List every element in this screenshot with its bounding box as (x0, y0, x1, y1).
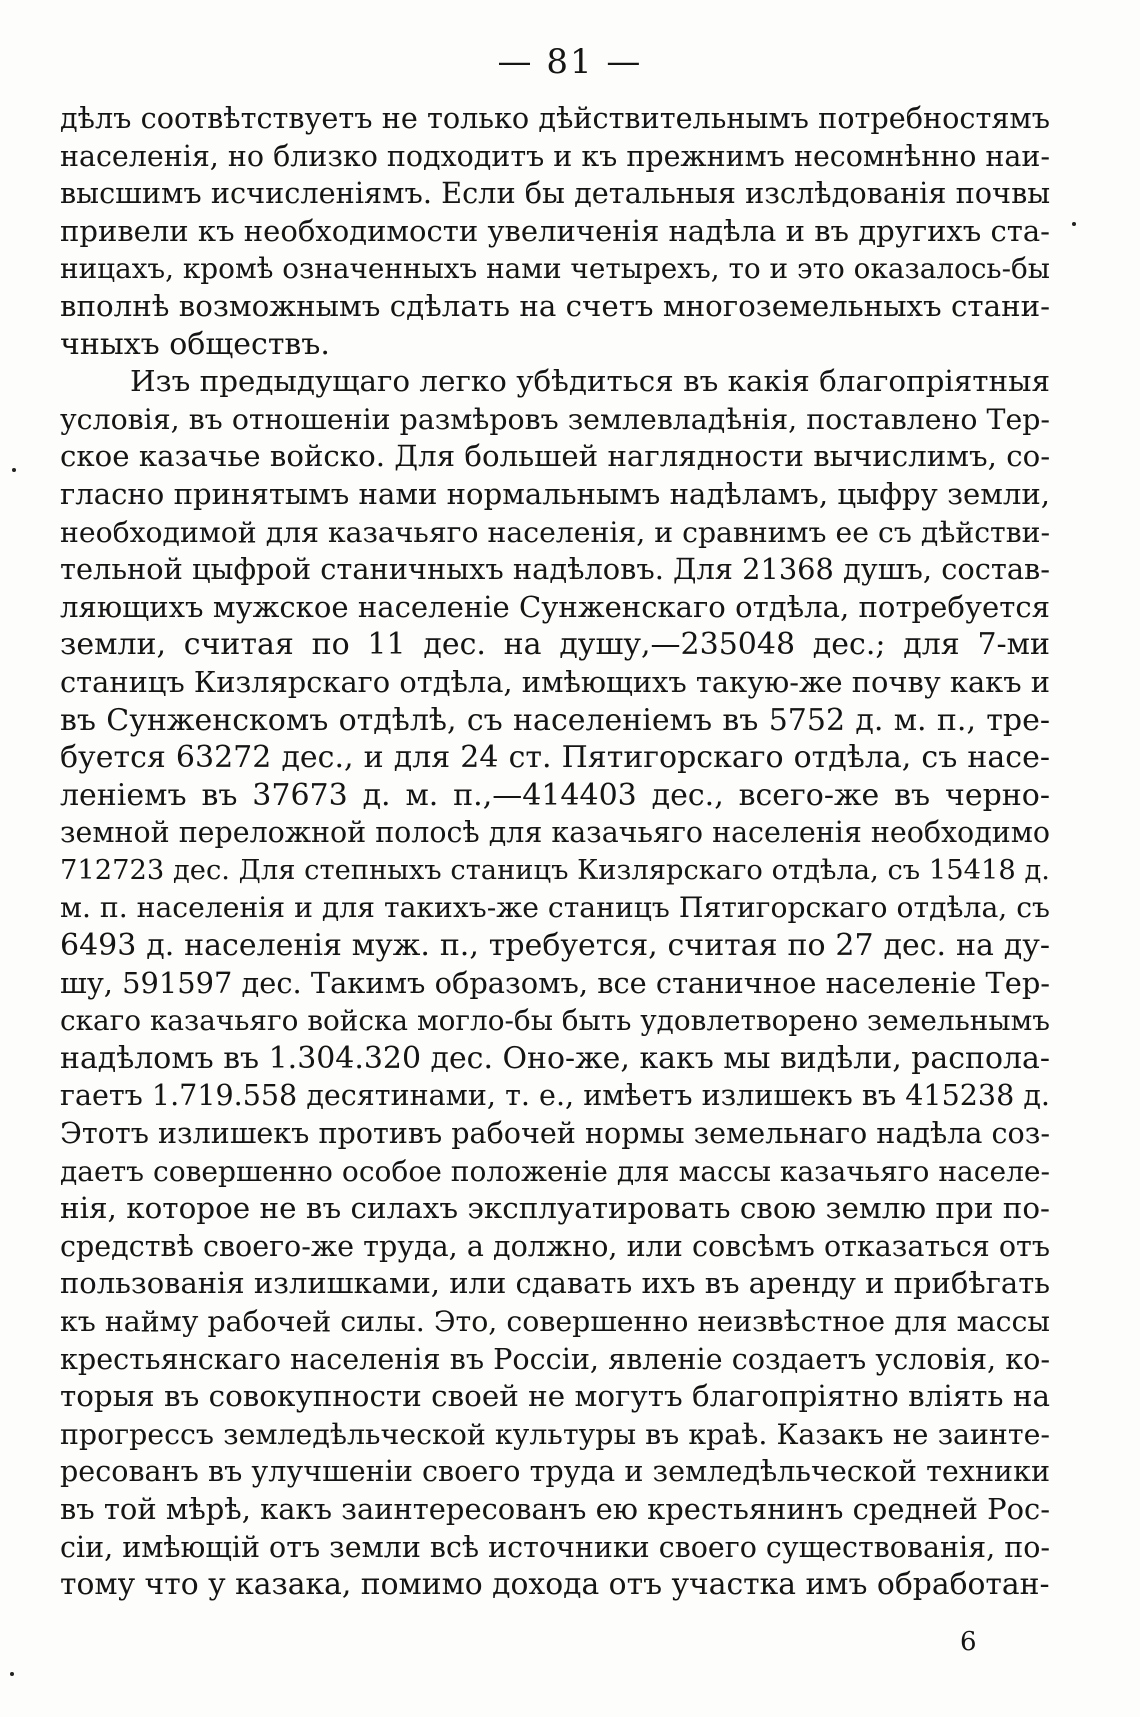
text-line: 712723 дес. Для степныхъ станицъ Кизлярскаго отдѣла, съ 15418 д. (60, 854, 1050, 886)
text-line: 6493 д. населенія муж. п., требуется, считая по 27 дес. на ду- (60, 928, 1050, 964)
text-line: чныхъ обществъ. (60, 326, 330, 362)
text-line: дѣлъ соотвѣтствуетъ не только дѣйствительнымъ потребностямъ (60, 101, 1050, 135)
text-line: крестьянскаго населенія въ Россіи, явленіе создаетъ условія, ко- (60, 1341, 1050, 1376)
body-text (60, 100, 1050, 1604)
text-line: надѣломъ въ 1.304.320 дес. Оно-же, какъ мы видѣли, распола- (60, 1040, 1050, 1076)
text-line: ресованъ въ улучшеніи своего труда и земледѣльческой техники (60, 1454, 1050, 1489)
text-line: даетъ совершенно особое положеніе для массы казачьяго населе- (60, 1154, 1050, 1188)
text-line: населенія, но близко подходитъ и къ прежнимъ несомнѣнно наи- (60, 139, 1050, 173)
signature-mark: 6 (960, 1627, 977, 1657)
text-line: условія, въ отношеніи размѣровъ землевладѣнія, поставлено Тер- (60, 402, 1050, 436)
text-line: нія, которое не въ силахъ эксплуатировать свою землю при по- (60, 1191, 1050, 1226)
text-line: ницахъ, кромѣ означенныхъ нами четырехъ, то и это оказалось-бы (60, 252, 1050, 286)
text-line: земной переложной полосѣ для казачьяго населенія необходимо (60, 816, 1050, 850)
text-line: станицъ Кизлярскаго отдѣла, имѣющихъ такую-же почву какъ и (60, 664, 1050, 699)
text-line: гласно принятымъ нами нормальнымъ надѣламъ, цыфру земли, (60, 476, 1050, 511)
text-line: земли, считая по 11 дес. на душу,—235048 дес.; для 7-ми (60, 627, 1050, 663)
text-line: Этотъ излишекъ противъ рабочей нормы земельнаго надѣла соз- (60, 1116, 1050, 1151)
text-line: въ Сунженскомъ отдѣлѣ, съ населеніемъ въ 5752 д. м. п., тре- (60, 702, 1050, 738)
speck-mark (1072, 222, 1076, 226)
text-line: торыя въ совокупности своей не могутъ благопріятно вліять на (60, 1379, 1050, 1414)
text-line: къ найму рабочей силы. Это, совершенно неизвѣстное для массы (60, 1305, 1050, 1338)
text-line: скаго казачьяго войска могло-бы быть удовлетворено земельнымъ (60, 1004, 1050, 1038)
text-line: сіи, имѣющій отъ земли всѣ источники своего существованія, по- (60, 1530, 1050, 1564)
text-line: леніемъ въ 37673 д. м. п.,—414403 дес., всего-же въ черно- (60, 777, 1050, 813)
text-line: ское казачье войско. Для большей наглядности вычислимъ, со- (60, 439, 1051, 474)
text-line: средствѣ своего-же труда, а должно, или совсѣмъ отказаться отъ (60, 1228, 1050, 1263)
text-line: вполнѣ возможнымъ сдѣлать на счетъ многоземельныхъ стани- (60, 288, 1050, 323)
text-line: прогрессъ земледѣльческой культуры въ краѣ. Казакъ не заинте- (60, 1417, 1050, 1451)
speck-mark (12, 468, 16, 472)
text-line: ляющихъ мужское населеніе Сунженскаго отдѣла, потребуется (60, 589, 1050, 624)
text-line: привели къ необходимости увеличенія надѣла и въ другихъ ста- (60, 213, 1050, 248)
text-line: необходимой для казачьяго населенія, и сравнимъ ее съ дѣйстви- (60, 515, 1050, 549)
text-line: пользованія излишками, или сдавать ихъ въ аренду и прибѣгать (60, 1266, 1050, 1301)
text-line: высшимъ исчисленіямъ. Если бы детальныя изслѣдованія почвы (60, 176, 1051, 211)
text-line: тому что у казака, помимо дохода отъ участка имъ обработан- (60, 1567, 1050, 1603)
text-line: въ той мѣрѣ, какъ заинтересованъ ею крестьянинъ средней Рос- (60, 1491, 1051, 1526)
text-line: м. п. населенія и для такихъ-же станицъ Пятигорскаго отдѣла, съ (60, 891, 1050, 925)
text-line: тельной цыфрой станичныхъ надѣловъ. Для 21368 душъ, состав- (60, 552, 1050, 587)
text-line: гаетъ 1.719.558 десятинами, т. е., имѣетъ излишекъ въ 415238 д. (60, 1078, 1050, 1113)
text-line: буется 63272 дес., и для 24 ст. Пятигорскаго отдѣла, съ насе- (60, 740, 1050, 776)
text-line: шу, 591597 дес. Такимъ образомъ, все станичное населеніе Тер- (60, 965, 1051, 1000)
speck-mark (10, 1672, 14, 1676)
page-number: — 81 — (497, 42, 643, 82)
text-line: Изъ предыдущаго легко убѣдиться въ какія благопріятныя (130, 364, 1050, 399)
